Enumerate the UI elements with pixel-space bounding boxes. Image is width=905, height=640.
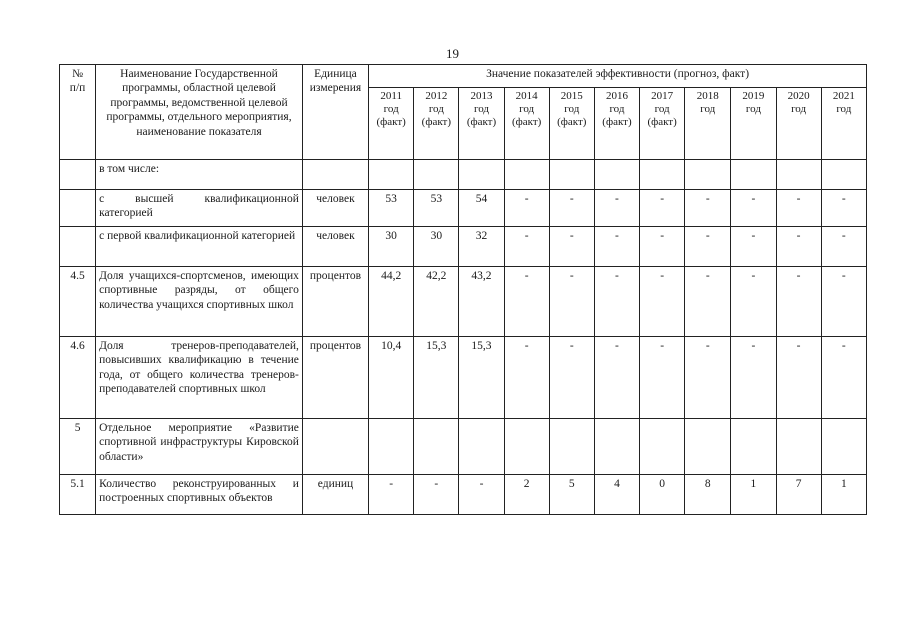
row-number: 4.5 <box>60 267 96 337</box>
value-2019: 1 <box>731 475 776 515</box>
header-year-kind: (факт) <box>466 116 497 129</box>
value-2015: - <box>549 337 594 419</box>
header-year-kind: (факт) <box>647 116 677 129</box>
value-2013: 54 <box>459 190 504 227</box>
value-2013 <box>459 419 504 475</box>
value-2020: - <box>776 267 821 337</box>
header-year-sub: год <box>519 103 535 116</box>
value-2019: - <box>731 267 776 337</box>
value-2015: 5 <box>549 475 594 515</box>
header-unit: Единица измерения <box>302 65 368 160</box>
value-2019 <box>731 419 776 475</box>
header-year-sub: год <box>654 103 670 116</box>
value-2019: - <box>731 190 776 227</box>
row-number: 5.1 <box>60 475 96 515</box>
header-year-2021 <box>821 88 866 160</box>
value-2012: 15,3 <box>414 337 459 419</box>
header-name: Наименование Государственной программы, областной целевой программы, ведомственной целевой программы, отдельного мероприятия, наименование показателя <box>96 65 303 160</box>
unit-of-measure: процентов <box>302 267 368 337</box>
header-indicator-values: Значение показателей эффективности (прогноз, факт) <box>369 65 867 88</box>
value-2012 <box>414 419 459 475</box>
value-2017: - <box>640 267 685 337</box>
value-2012: - <box>414 475 459 515</box>
value-2014 <box>504 419 549 475</box>
value-2021: 1 <box>821 475 866 515</box>
header-year-year: 2016 <box>605 90 628 102</box>
value-2020: - <box>776 227 821 267</box>
value-2019 <box>731 160 776 190</box>
value-2011 <box>369 160 414 190</box>
header-year-2016 <box>594 88 639 160</box>
value-2016: - <box>594 267 639 337</box>
header-year-year: 2021 <box>832 90 855 102</box>
header-year-kind: (факт) <box>602 116 632 129</box>
value-2016: - <box>594 227 639 267</box>
value-2014: 2 <box>504 475 549 515</box>
indicator-name: Количество реконструированных и построенных спортивных объектов <box>96 475 303 515</box>
table-row <box>60 267 867 337</box>
table-row <box>60 337 867 419</box>
indicator-name: Доля тренеров-преподавателей, повысивших квалификацию в течение года, от общего количества тренеров-преподавателей спортивных школ <box>96 337 303 419</box>
value-2014 <box>504 160 549 190</box>
table-row <box>60 227 867 267</box>
value-2012: 30 <box>414 227 459 267</box>
value-2011: 53 <box>369 190 414 227</box>
value-2015: - <box>549 190 594 227</box>
value-2017: - <box>640 337 685 419</box>
indicator-name: Отдельное мероприятие «Развитие спортивной инфраструктуры Кировской области» <box>96 419 303 475</box>
value-2013: 32 <box>459 227 504 267</box>
header-year-kind: (факт) <box>421 116 451 129</box>
header-year-year: 2012 <box>425 90 448 102</box>
unit-of-measure <box>302 160 368 190</box>
value-2020: - <box>776 190 821 227</box>
unit-of-measure: человек <box>302 190 368 227</box>
header-year-2018 <box>685 88 731 160</box>
value-2018: - <box>685 337 731 419</box>
value-2021 <box>821 419 866 475</box>
header-year-year: 2019 <box>742 90 765 102</box>
value-2018: 8 <box>685 475 731 515</box>
value-2016 <box>594 419 639 475</box>
value-2017: 0 <box>640 475 685 515</box>
value-2020: - <box>776 337 821 419</box>
header-year-sub: год <box>609 103 625 116</box>
header-year-year: 2018 <box>696 90 719 102</box>
value-2011 <box>369 419 414 475</box>
indicator-name: с высшей квалификационной категорией <box>96 190 303 227</box>
value-2017 <box>640 160 685 190</box>
value-2021: - <box>821 227 866 267</box>
header-num: № п/п <box>60 65 96 160</box>
header-year-year: 2017 <box>651 90 674 102</box>
indicator-name: Доля учащихся-спортсменов, имеющих спортивные разряды, от общего количества учащихся спортивных школ <box>96 267 303 337</box>
value-2011: - <box>369 475 414 515</box>
header-year-sub: год <box>473 103 489 116</box>
table-row <box>60 419 867 475</box>
row-number: 4.6 <box>60 337 96 419</box>
value-2021 <box>821 160 866 190</box>
header-year-year: 2011 <box>380 90 402 102</box>
value-2017: - <box>640 227 685 267</box>
value-2018: - <box>685 267 731 337</box>
value-2011: 10,4 <box>369 337 414 419</box>
value-2020: 7 <box>776 475 821 515</box>
value-2018: - <box>685 190 731 227</box>
value-2014: - <box>504 227 549 267</box>
value-2013: - <box>459 475 504 515</box>
value-2021: - <box>821 267 866 337</box>
value-2014: - <box>504 190 549 227</box>
header-year-year: 2015 <box>560 90 583 102</box>
value-2018: - <box>685 227 731 267</box>
page-number: 19 <box>446 46 459 61</box>
value-2016 <box>594 160 639 190</box>
table-body <box>60 160 867 515</box>
value-2013: 15,3 <box>459 337 504 419</box>
indicators-table <box>59 64 867 515</box>
value-2013 <box>459 160 504 190</box>
value-2011: 30 <box>369 227 414 267</box>
header-year-2017 <box>640 88 685 160</box>
header-year-2012 <box>414 88 459 160</box>
value-2016: - <box>594 337 639 419</box>
value-2012: 53 <box>414 190 459 227</box>
header-year-2011 <box>369 88 414 160</box>
value-2016: 4 <box>594 475 639 515</box>
header-year-year: 2013 <box>470 90 493 102</box>
row-number <box>60 160 96 190</box>
indicator-name: в том числе: <box>96 160 303 190</box>
table-row <box>60 190 867 227</box>
table-row <box>60 475 867 515</box>
header-year-2019 <box>731 88 776 160</box>
header-year-2015 <box>549 88 594 160</box>
row-number: 5 <box>60 419 96 475</box>
unit-of-measure <box>302 419 368 475</box>
value-2011: 44,2 <box>369 267 414 337</box>
value-2015 <box>549 160 594 190</box>
value-2015 <box>549 419 594 475</box>
header-year-sub: год <box>836 103 852 116</box>
value-2017 <box>640 419 685 475</box>
value-2018 <box>685 160 731 190</box>
value-2018 <box>685 419 731 475</box>
header-year-year: 2020 <box>787 90 810 102</box>
indicator-name: с первой квалификационной категорией <box>96 227 303 267</box>
value-2019: - <box>731 227 776 267</box>
header-year-kind: (факт) <box>557 116 587 129</box>
unit-of-measure: процентов <box>302 337 368 419</box>
header-year-2020 <box>776 88 821 160</box>
header-year-sub: год <box>383 103 399 116</box>
value-2012 <box>414 160 459 190</box>
value-2020 <box>776 419 821 475</box>
value-2017: - <box>640 190 685 227</box>
value-2015: - <box>549 267 594 337</box>
header-year-sub: год <box>564 103 580 116</box>
value-2012: 42,2 <box>414 267 459 337</box>
value-2013: 43,2 <box>459 267 504 337</box>
value-2015: - <box>549 227 594 267</box>
row-number <box>60 190 96 227</box>
header-year-kind: (факт) <box>376 116 406 129</box>
header-year-sub: год <box>700 103 716 116</box>
header-year-2014 <box>504 88 549 160</box>
header-year-2013 <box>459 88 504 160</box>
value-2014: - <box>504 267 549 337</box>
header-year-kind: (факт) <box>511 116 542 129</box>
table-row <box>60 160 867 190</box>
value-2021: - <box>821 337 866 419</box>
value-2021: - <box>821 190 866 227</box>
header-year-sub: год <box>745 103 761 116</box>
header-year-sub: год <box>428 103 444 116</box>
unit-of-measure: человек <box>302 227 368 267</box>
unit-of-measure: единиц <box>302 475 368 515</box>
value-2020 <box>776 160 821 190</box>
value-2014: - <box>504 337 549 419</box>
header-year-year: 2014 <box>515 90 538 102</box>
header-year-sub: год <box>791 103 807 116</box>
row-number <box>60 227 96 267</box>
value-2016: - <box>594 190 639 227</box>
value-2019: - <box>731 337 776 419</box>
